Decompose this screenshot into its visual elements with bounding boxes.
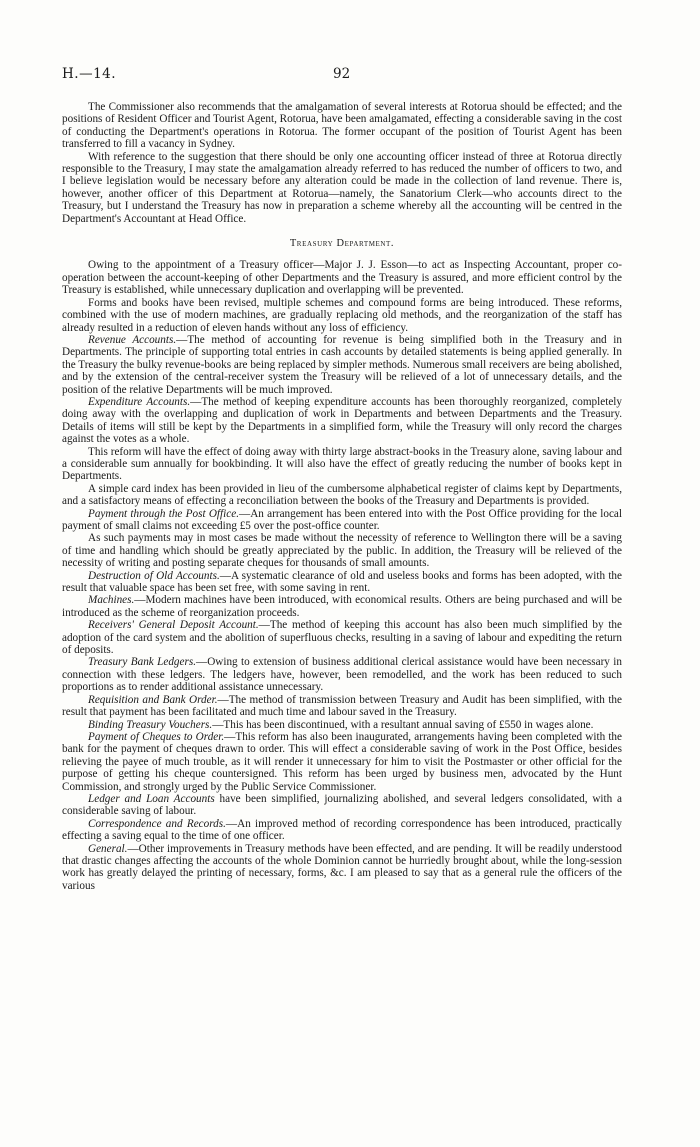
paragraph-heading: General. — [88, 842, 128, 855]
paragraph-text: As such payments may in most cases be made without the necessity of reference to Wellington there will be a saving of time and handling which should be greatly appreciated by the public. In addition, the Treasury will be relieved of the necessity of writing and posting separate cheques for thousands of small amounts. — [62, 532, 622, 570]
paragraph — [62, 570, 622, 595]
paragraph-heading: Correspondence and Records. — [88, 817, 226, 830]
paragraph-heading: Payment of Cheques to Order. — [88, 730, 225, 743]
paragraph-heading: Receivers' General Deposit Account. — [88, 619, 259, 632]
paragraph-heading: Expenditure Accounts. — [88, 395, 191, 408]
paragraph — [62, 594, 622, 619]
paragraph — [62, 334, 622, 396]
paragraph-text: A simple card index has been provided in lieu of the cumbersome alphabetical register of claims kept by Departments, and a satisfactory means of effecting a reconciliation between the books of the Treasury and Departments is provided. — [62, 482, 622, 508]
document-id: H.—14. — [62, 66, 117, 82]
paragraph-text: —An arrangement has been entered into with the Post Office providing for the local payment of small claims not exceeding £5 over the post-office counter. — [62, 507, 622, 532]
paragraph-text: have been simplified, journalizing abolished, and several ledgers consolidated, with a considerable saving of labour. — [62, 792, 622, 818]
paragraph-text: —Other improvements in Treasury methods have been effected, and are pending. It will be readily understood that drastic changes affecting the accounts of the whole Dominion cannot be hurriedly brought about, while the long-session work has greatly delayed the printing of necessary, forms, &c. I am pleased to say that as a general rule the officers of the various — [62, 842, 622, 892]
paragraph — [62, 719, 622, 731]
paragraph — [62, 259, 622, 296]
paragraph-heading: Destruction of Old Accounts. — [88, 569, 220, 582]
section-heading: Treasury Department. — [289, 238, 395, 250]
paragraph-heading: Requisition and Bank Order. — [88, 693, 218, 706]
paragraph-heading: Ledger and Loan Accounts — [88, 792, 215, 805]
paragraph — [62, 446, 622, 483]
paragraph — [62, 694, 622, 719]
paragraph — [62, 532, 622, 569]
paragraph: The Commissioner also recommends that the amalgamation of several interests at Rotorua should be effected; and the positions of Resident Officer and Tourist Agent, Rotorua, have been amalgamated, effecting a considerable saving in the cost of conducting the Department's operations in Rotorua. The former occupant of the position of Tourist Agent has been transferred to fill a vacancy in Sydney. — [62, 101, 622, 151]
paragraph-heading: Treasury Bank Ledgers. — [88, 656, 196, 669]
paragraph-heading: Machines. — [88, 594, 135, 607]
paragraph-text: —An improved method of recording correspondence has been introduced, practically effecting a saving equal to the time of one officer. — [62, 817, 622, 843]
paragraph-text: —Modern machines have been introduced, with economical results. Others are being purchased and will be introduced as the scheme of reorganization proceeds. — [62, 594, 622, 619]
paragraph-heading: Revenue Accounts. — [88, 333, 177, 346]
paragraph-text: —This has been discontinued, with a resultant annual saving of £550 in wages alone. — [212, 718, 594, 731]
paragraph — [62, 396, 622, 446]
paragraph — [62, 483, 622, 508]
paragraph — [62, 656, 622, 693]
paragraph-text: This reform will have the effect of doing away with thirty large abstract-books in the Treasury alone, saving labour and a considerable sum annually for bookbinding. It will also have the effect of greatly reducing the number of books kept in Departments. — [62, 445, 622, 483]
paragraph-text: —The method of keeping this account has also been much simplified by the adoption of the card system and the abolition of superfluous checks, resulting in a saving of labour and expediting the return of deposits. — [62, 619, 622, 657]
paragraph-heading: Binding Treasury Vouchers. — [88, 718, 213, 731]
paragraph-text: —The method of accounting for revenue is being simplified both in the Treasury and in Departments. The principle of supporting total entries in cash accounts by detailed statements is being applied generally. In the Treasury the bulky revenue-books are being replaced by simpler methods. Numerous small receivers are being abolished, and by the extension of the central-receiver system the Treasury will be relieved of a lot of unnecessary details, and the position of the relative Departments will be much improved. — [62, 333, 622, 396]
page-header — [62, 66, 638, 86]
page-number: 92 — [333, 66, 351, 82]
paragraph — [62, 818, 622, 843]
paragraph — [62, 843, 622, 893]
document-body — [62, 101, 622, 892]
paragraph-text: —A systematic clearance of old and useless books and forms has been adopted, with the result that valuable space has been set free, with some saving in rent. — [62, 569, 622, 595]
paragraph-text: Forms and books have been revised, multiple schemes and compound forms are being introduced. These reforms, combined with the use of modern machines, are gradually replacing old methods, and the reorganization of the staff has already resulted in a reduction of eleven hands without any loss of efficiency. — [62, 296, 622, 334]
paragraph-text: Owing to the appointment of a Treasury officer—Major J. J. Esson—to act as Inspecting Accountant, proper co-operation between the account-keeping of other Departments and the Treasury is assured, and more efficient control by the Treasury is established, while unnecessary duplication and overlapping will be prevented. — [62, 259, 622, 297]
paragraph-text: —The method of keeping expenditure accounts has been thoroughly reorganized, completely doing away with the overlapping and duplication of work in Departments and between Departments and the Treasury. Details of items will still be kept by the Departments in a simplified form, while the Treasury will only record the charges against the votes as a whole. — [62, 395, 622, 446]
paragraph — [62, 508, 622, 533]
paragraph: With reference to the suggestion that there should be only one accounting officer instead of three at Rotorua directly responsible to the Treasury, I may state the amalgamation already referred to has reduced the number of officers to two, and I believe legislation would be necessary before any alteration could be made in the collection of land revenue. There is, however, another officer of this Department at Rotorua—namely, the Sanatorium Clerk—who accounts direct to the Treasury, but I understand the Treasury has now in preparation a scheme whereby all the accounting will be centred in the Department's Accountant at Head Office. — [62, 150, 622, 225]
paragraph-text: —The method of transmission between Treasury and Audit has been simplified, with the result that payment has been facilitated and much time and labour saved in the Treasury. — [62, 693, 622, 719]
paragraph-text: —This reform has also been inaugurated, arrangements having been completed with the bank for the payment of cheques drawn to order. This will effect a considerable saving of work in the Post Office, besides relieving the payee of much trouble, as it will render it unnecessary for him to visit the Postmaster or other official for the purpose of getting his cheque countersigned. This reform has been urged by business men, advocated by the Hunt Commission, and strongly urged by the Public Service Commissioner. — [62, 730, 622, 793]
paragraph — [62, 731, 622, 793]
paragraph-text: —Owing to extension of business additional clerical assistance would have been necessary in connection with these ledgers. The ledgers have, however, been remodelled, and the work has been reduced to such proportions as to render additional assistance unnecessary. — [62, 656, 622, 694]
paragraph — [62, 297, 622, 334]
paragraph — [62, 619, 622, 656]
paragraph-heading: Payment through the Post Office. — [88, 507, 239, 520]
paragraph — [62, 793, 622, 818]
